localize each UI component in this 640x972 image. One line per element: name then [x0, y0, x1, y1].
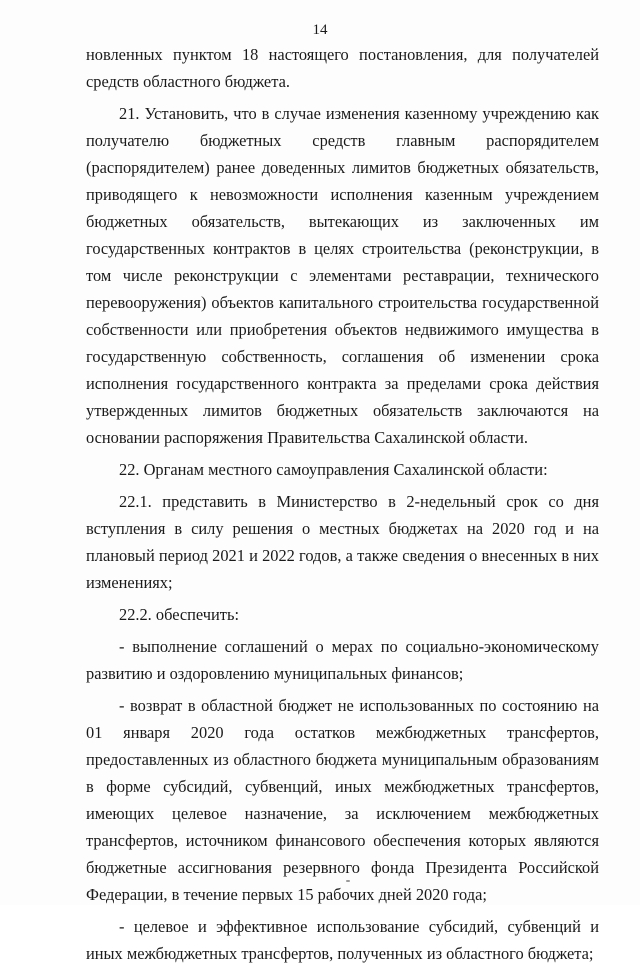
paragraph-22-1: 22.1. представить в Министерство в 2-недельный срок со дня вступления в силу решения о местных бюджетах на 2020 год и на плановый период 2021 и 2022 годов, а также сведения о внесенных в них изменениях;	[86, 492, 599, 592]
list-item-targeted-use: - целевое и эффективное использование субсидий, субвенций и иных межбюджетных трансфертов, полученных из областного бюджета;	[86, 917, 599, 963]
paragraph-22: 22. Органам местного самоуправления Сахалинской области:	[119, 460, 548, 479]
scan-speck	[346, 880, 350, 882]
list-item-return-balances: - возврат в областной бюджет не использованных по состоянию на 01 января 2020 года остатков межбюджетных трансфертов, предоставленных из областного бюджета муниципальным образованиям в форме субсидий, субвенций, иных межбюджетных трансфертов, имеющих целевое назначение, за исключением межбюджетных трансфертов, источником финансового обеспечения которых являются бюджетные ассигнования резервного фонда Президента Российской Федерации, в течение первых 15 рабочих дней 2020 года;	[86, 696, 599, 904]
paragraph-21: 21. Установить, что в случае изменения казенному учреждению как получателю бюджетных средств главным распорядителем (распорядителем) ранее доведенных лимитов бюджетных обязательств, приводящего к невозможности исполнения казенным учреждением бюджетных обязательств, вытекающих из заключенных им государственных контрактов в целях строительства (реконструкции, в том числе реконструкции с элементами реставрации, технического перевооружения) объектов капитального строительства государственной собственности или приобретения объектов недвижимого имущества в государственную собственность, соглашения об изменении срока исполнения государственного контракта за пределами срока действия утвержденных лимитов бюджетных обязательств заключаются на основании распоряжения Правительства Сахалинской области.	[86, 104, 599, 447]
paragraph-22-2: 22.2. обеспечить:	[119, 605, 240, 624]
paragraph-continuation: новленных пунктом 18 настоящего постановления, для получателей средств областного бюджета.	[86, 45, 599, 91]
document-body	[86, 41, 599, 972]
list-item-agreements: - выполнение соглашений о мерах по социально-экономическому развитию и оздоровлению муниципальных финансов;	[86, 637, 599, 683]
page-number: 14	[312, 22, 328, 38]
